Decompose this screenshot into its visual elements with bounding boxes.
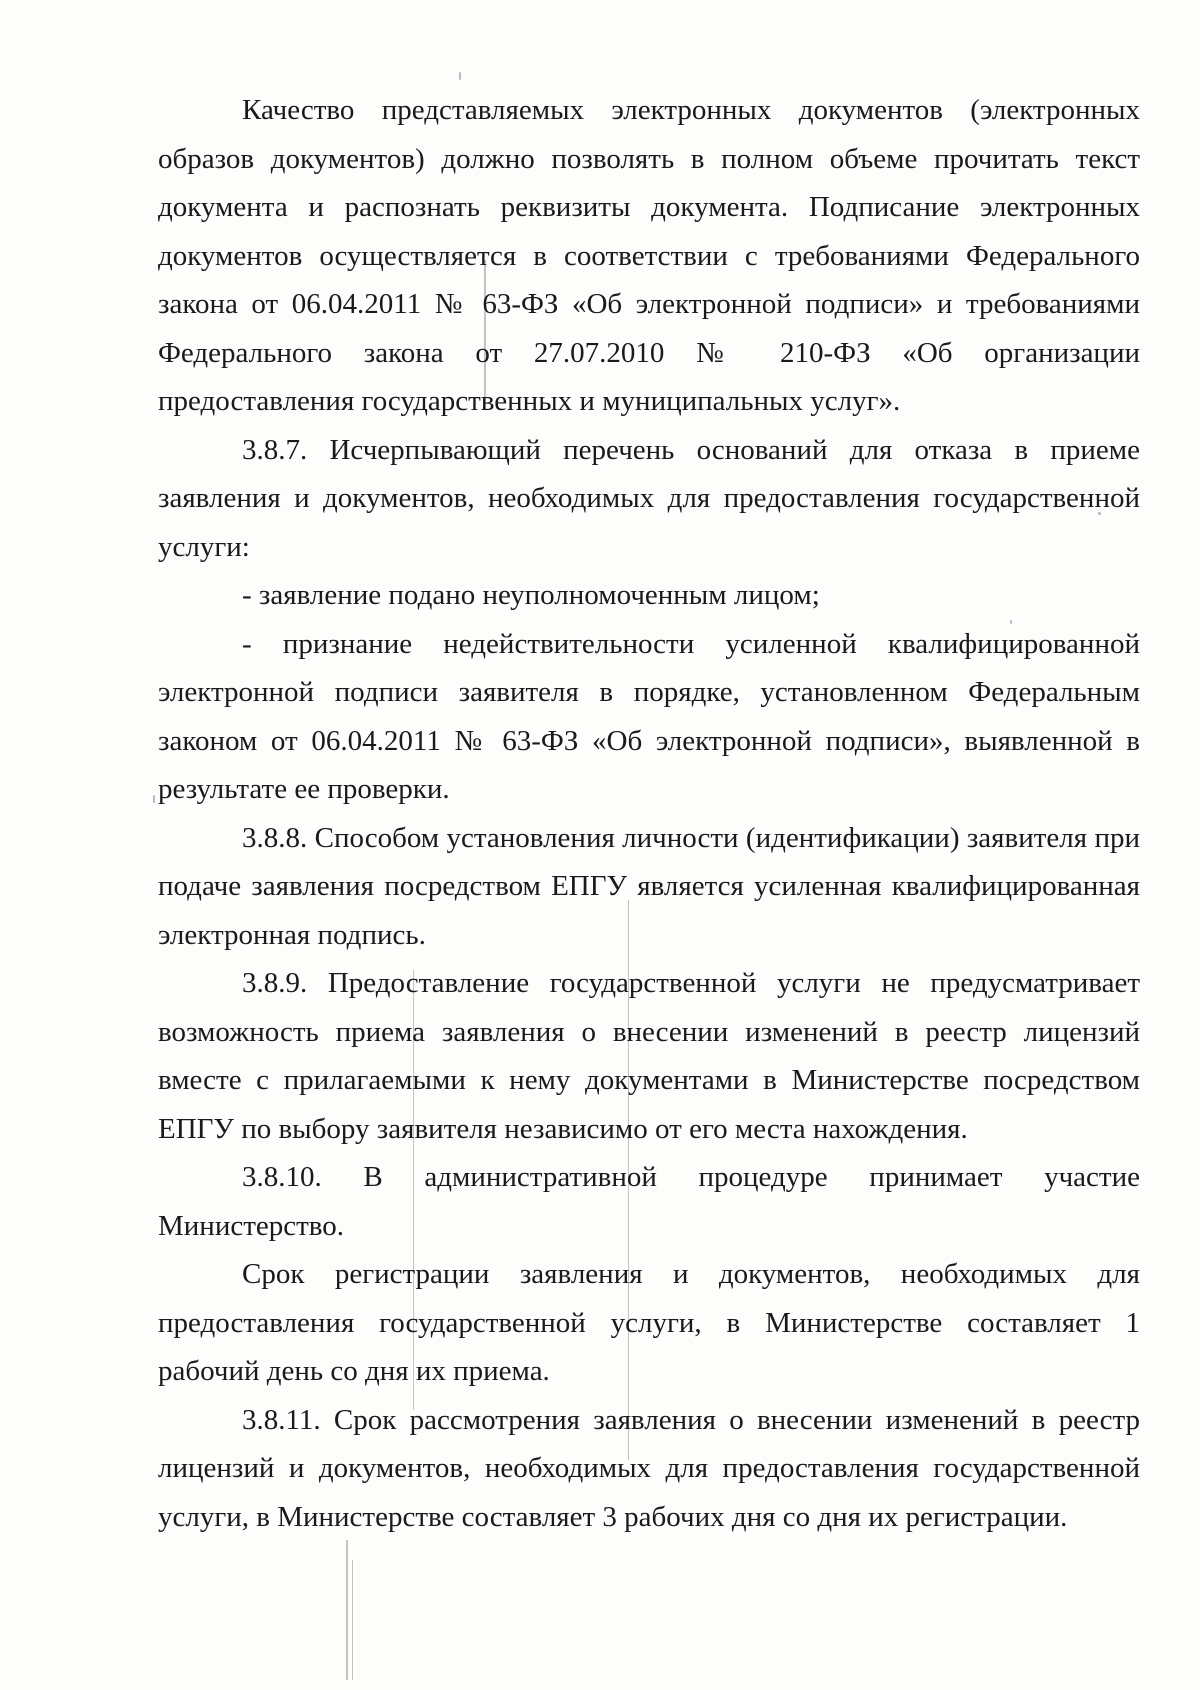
paragraph-3-8-11: 3.8.11. Срок рассмотрения заявления о внесении изменений в реестр лицензий и документов, необходимых для предоставления государственной услуги, в Министерстве составляет 3 рабочих дня со дня их регистрации. xyxy=(158,1403,1140,1533)
paragraph-3-8-7: 3.8.7. Исчерпывающий перечень оснований для отказа в приеме заявления и документов, необходимых для предоставления государственной услуги: xyxy=(158,433,1140,563)
paragraph-electronic-docs-quality: Качество представляемых электронных документов (электронных образов документов) должно позволять в полном объеме прочитать текст документа и распознать реквизиты документа. Подписание электронных документов осуществляется в соответствии с требованиями Федерального закона от 06.04.2011 № 63-ФЗ «Об электронной подписи» и требованиями Федерального закона от 27.07.2010 № 210-ФЗ «Об организации предоставления государственных и муниципальных услуг». xyxy=(158,94,1140,417)
scan-artifact-line xyxy=(346,1540,348,1680)
scan-artifact-speck xyxy=(153,795,155,803)
list-item-unauthorized-person: - заявление подано неуполномоченным лицом; xyxy=(242,579,820,611)
scan-artifact-speck xyxy=(459,72,461,80)
paragraph-registration-term: Срок регистрации заявления и документов, необходимых для предоставления государственной услуги, в Министерстве составляет 1 рабочий день со дня их приема. xyxy=(158,1258,1140,1387)
document-body xyxy=(158,86,1140,1541)
paragraph-3-8-10: 3.8.10. В административной процедуре принимает участие Министерство. xyxy=(158,1161,1140,1242)
paragraph-3-8-8: 3.8.8. Способом установления личности (идентификации) заявителя при подаче заявления посредством ЕПГУ является усиленная квалифицированная электронная подпись. xyxy=(158,821,1140,951)
scan-artifact-line xyxy=(352,1560,353,1680)
list-item-invalid-signature: - признание недействительности усиленной квалифицированной электронной подписи заявителя в порядке, установленном Федеральным законом от 06.04.2011 № 63-ФЗ «Об электронной подписи», выявленной в результате ее проверки. xyxy=(158,627,1140,805)
paragraph-3-8-9: 3.8.9. Предоставление государственной услуги не предусматривает возможность приема заявления о внесении изменений в реестр лицензий вместе с прилагаемыми к нему документами в Министерстве посредством ЕПГУ по выбору заявителя независимо от его места нахождения. xyxy=(158,967,1140,1145)
